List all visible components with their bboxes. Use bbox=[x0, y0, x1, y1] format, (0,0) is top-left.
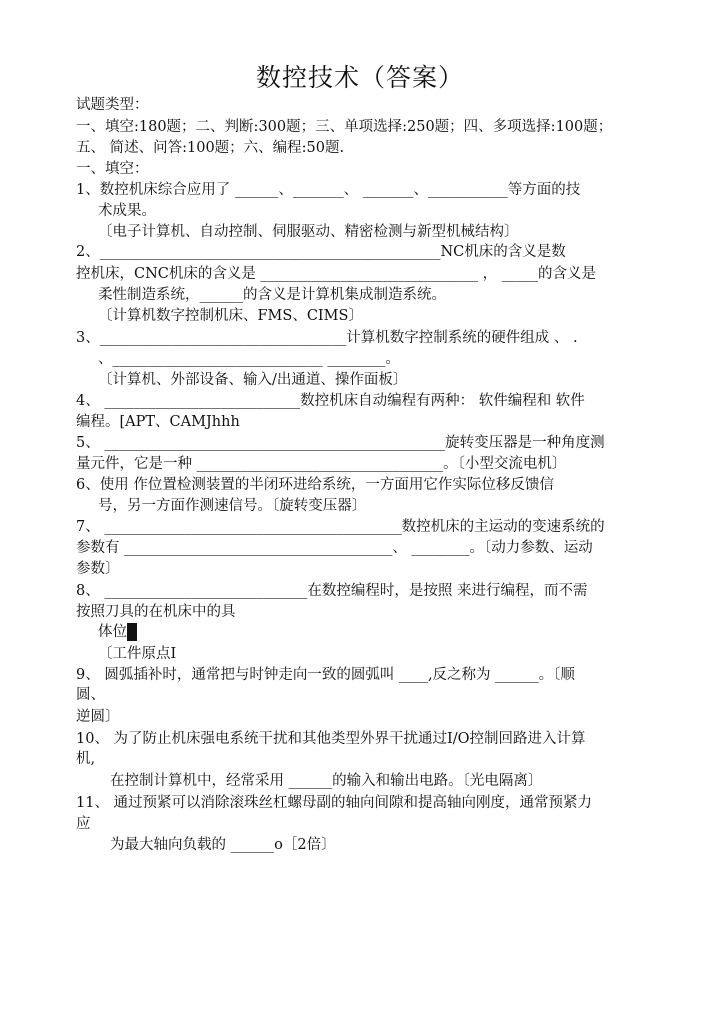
q6-line-2: 号，另一方面作测速信号。〔旋转变压器〕 bbox=[98, 498, 367, 514]
q4-line-1: 4、 ___________________________数控机床自动编程有两种： 软件编程和 软件 bbox=[76, 393, 585, 409]
q8-line-3 bbox=[98, 623, 137, 641]
q11-line-1: 11、 通过预紧可以消除滚珠丝杠螺母副的轴向间隙和提高轴向刚度，通常预紧力 bbox=[76, 795, 593, 811]
q5-line-1: 5、 _______________________________________________旋转变压器是一种角度测 bbox=[76, 435, 605, 451]
q3-line-2: 、_____________________________ ________。 bbox=[98, 351, 400, 367]
q7-line-3: 参数〕 bbox=[76, 561, 120, 577]
q1-answer: 〔电子计算机、自动控制、伺服驱动、精密检测与新型机械结构〕 bbox=[98, 224, 519, 240]
q9-line-3: 逆圆〕 bbox=[76, 709, 120, 725]
q5-line-2: 量元件，它是一种 __________________________________。〔小型交流电机〕 bbox=[76, 456, 567, 472]
q8-line-3-text: 体位 bbox=[98, 624, 127, 640]
q7-line-1: 7、 _________________________________________数控机床的主运动的变速系统的 bbox=[76, 519, 605, 535]
ink-blot-mark bbox=[127, 623, 137, 641]
q2-line-2: 控机床，CNC机床的含义是 ______________________________ ， _____的含义是 bbox=[76, 266, 596, 282]
section-heading-fill-in: 一、填空： bbox=[76, 161, 149, 177]
q2-line-3: 柔性制造系统，______的含义是计算机集成制造系统。 bbox=[98, 287, 446, 303]
q1-line-2: 术成果。 bbox=[98, 203, 156, 219]
q8-answer: 〔工件原点I bbox=[98, 646, 177, 662]
question-types-line-2: 五、 简述、问答:100题；六、编程:50题. bbox=[76, 140, 345, 156]
q6-line-1: 6、使用 作位置检测装置的半闭环进给系统，一方面用它作实际位移反馈信 bbox=[76, 477, 554, 493]
q3-line-1: 3、__________________________________计算机数字控制系统的硬件组成 、 . bbox=[76, 330, 578, 346]
q9-line-2: 圆、 bbox=[76, 687, 105, 703]
q4-line-2: 编程。[APT、CAMJhhh bbox=[76, 414, 240, 430]
q8-line-1: 8、 ____________________________在数控编程时，是按照 来进行编程，而不需 bbox=[76, 583, 588, 599]
page-title: 数控技术（答案） bbox=[255, 63, 464, 92]
q1-line-1: 1、数控机床综合应用了 ______、_______、 _______、___________等方面的技 bbox=[76, 182, 581, 198]
q2-line-1: 2、_______________________________________________NC机床的含义是数 bbox=[76, 244, 566, 260]
q10-line-1: 10、 为了防止机床强电系统干扰和其他类型外界干扰通过I/O控制回路进入计算 bbox=[76, 731, 586, 747]
q8-line-2: 按照刀具的在机床中的具 bbox=[76, 604, 236, 620]
q10-line-3: 在控制计算机中，经常采用 ______的输入和输出电路。〔光电隔离〕 bbox=[110, 773, 543, 789]
question-types-label: 试题类型： bbox=[76, 97, 149, 113]
question-types-line-1: 一、填空:180题；二、判断:300题；三、单项选择:250题；四、多项选择:100题； bbox=[76, 119, 613, 135]
q7-line-2: 参数有 _____________________________________、 ________。〔动力参数、运动 bbox=[76, 540, 593, 556]
q11-line-3: 为最大轴向负载的 ______o［2倍〕 bbox=[110, 837, 336, 853]
q9-line-1: 9、 圆弧插补时，通常把与时钟走向一致的圆弧叫 ____,反之称为 ______。〔顺 bbox=[76, 667, 575, 683]
q10-line-2: 机, bbox=[76, 751, 96, 767]
q11-line-2: 应 bbox=[76, 816, 91, 832]
q2-answer: 〔计算机数字控制机床、FMS、CIMS〕 bbox=[98, 308, 363, 324]
q3-answer: 〔计算机、外部设备、输入/出通道、操作面板〕 bbox=[98, 372, 408, 388]
